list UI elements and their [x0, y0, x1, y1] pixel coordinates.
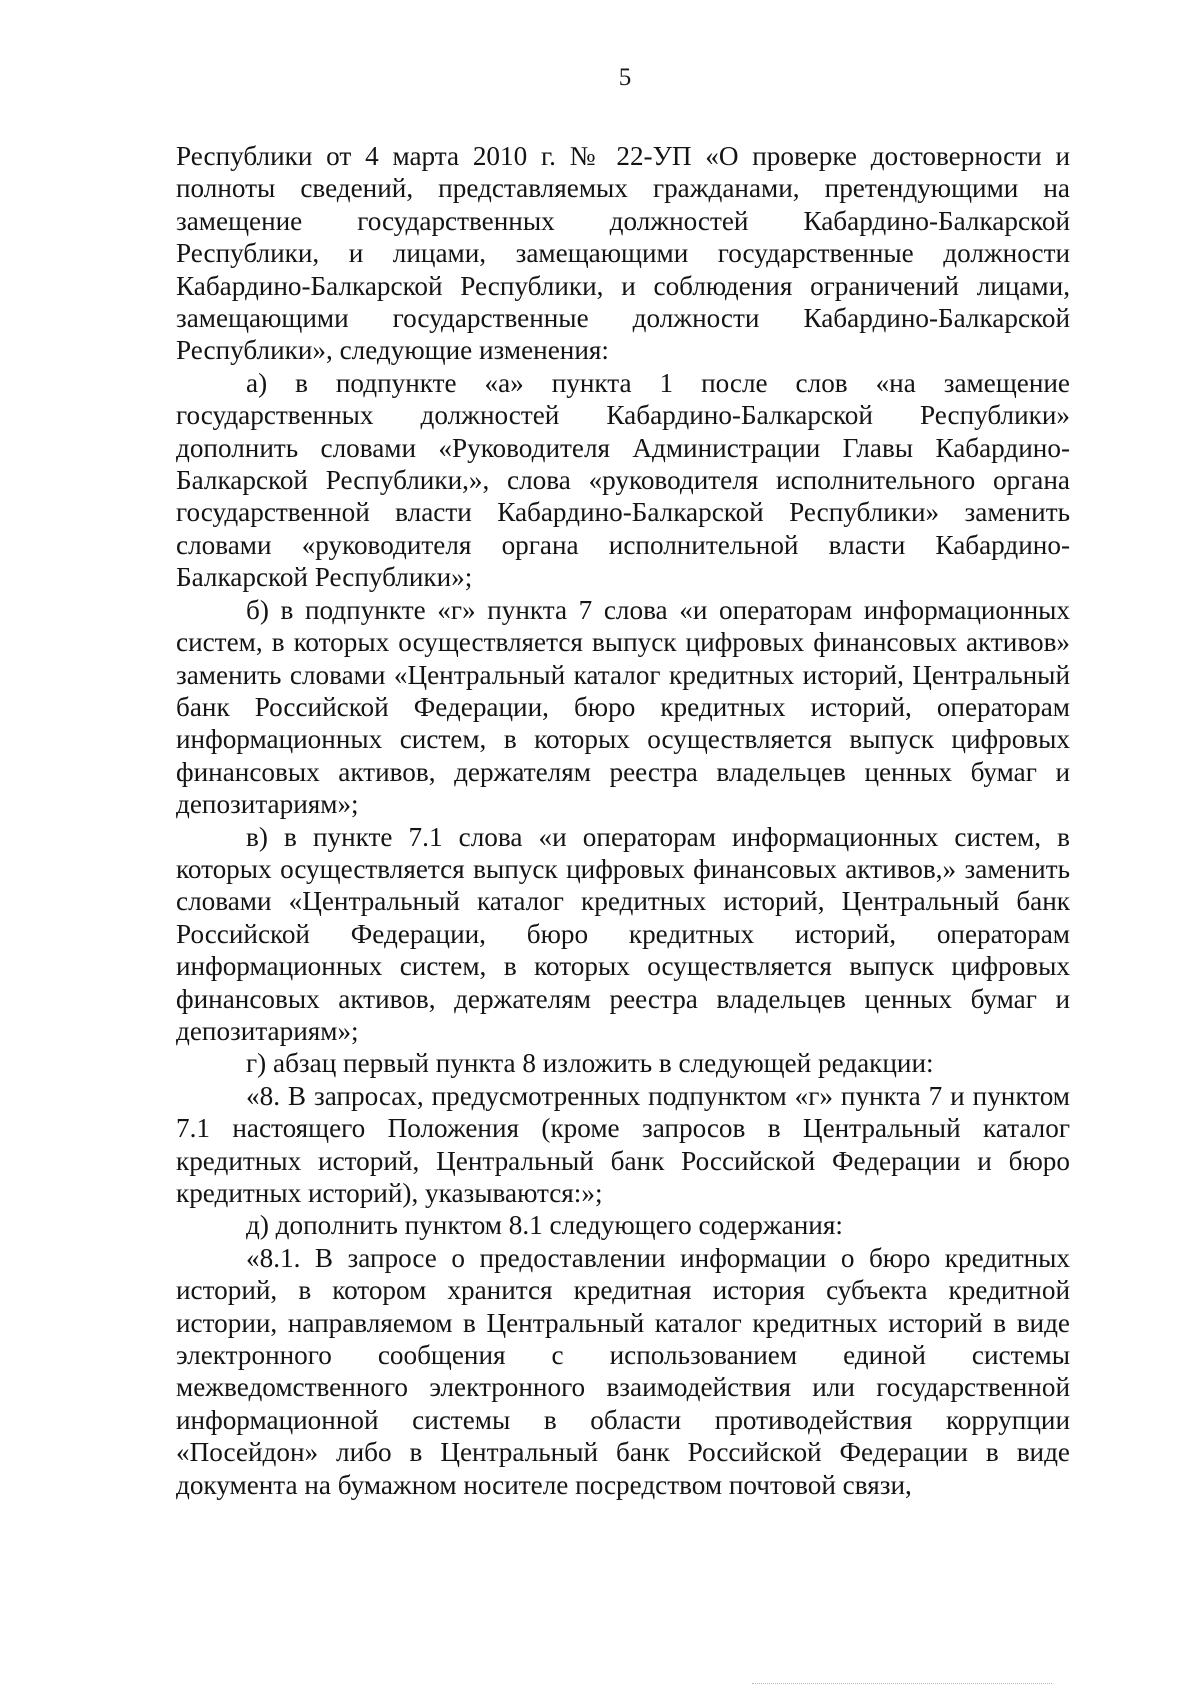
- paragraph-intro: Республики от 4 марта 2010 г. № 22-УП «О проверке достоверности и полноты сведений, представляемых гражданами, претендующими на замещение государственных должностей Кабардино-Балкарской Республики, и лицами, замещающими государственные должности Кабардино-Балкарской Республики, и соблюдения ограничений лицами, замещающими государственные должности Кабардино-Балкарской Республики», следующие изменения:: [176, 141, 1070, 366]
- document-body: [176, 140, 1070, 1501]
- page-number: 5: [618, 64, 632, 91]
- scan-artifact-line: [752, 1683, 1052, 1685]
- paragraph-clause-8-1: «8.1. В запросе о предоставлении информации о бюро кредитных историй, в котором хранится кредитная история субъекта кредитной истории, направляемом в Центральный каталог кредитных историй в виде электронного сообщения с использованием единой системы межведомственного электронного взаимодействия или государственной информационной системы в области противодействия коррупции «Посейдон» либо в Центральный банк Российской Федерации в виде документа на бумажном носителе посредством почтовой связи,: [176, 1242, 1070, 1500]
- paragraph-item-d: д) дополнить пунктом 8.1 следующего содержания:: [246, 1210, 843, 1241]
- paragraph-item-v: в) в пункте 7.1 слова «и операторам информационных систем, в которых осуществляется выпуск цифровых финансовых активов,» заменить словами «Центральный каталог кредитных историй, Центральный банк Российской Федерации, бюро кредитных историй, операторам информационных систем, в которых осуществляется выпуск цифровых финансовых активов, держателям реестра владельцев ценных бумаг и депозитариям»;: [176, 821, 1070, 1046]
- paragraph-item-a: а) в подпункте «а» пункта 1 после слов «на замещение государственных должностей Кабардино-Балкарской Республики» дополнить словами «Руководителя Администрации Главы Кабардино-Балкарской Республики,», слова «руководителя исполнительного органа государственной власти Кабардино-Балкарской Республики» заменить словами «руководителя органа исполнительной власти Кабардино-Балкарской Республики»;: [176, 367, 1070, 593]
- paragraph-item-g: г) абзац первый пункта 8 изложить в следующей редакции:: [246, 1048, 934, 1079]
- paragraph-clause-8: «8. В запросах, предусмотренных подпунктом «г» пункта 7 и пунктом 7.1 настоящего Положения (кроме запросов в Центральный каталог кредитных историй, Центральный банк Российской Федерации и бюро кредитных историй), указываются:»;: [176, 1080, 1070, 1208]
- paragraph-item-b: б) в подпункте «г» пункта 7 слова «и операторам информационных систем, в которых осуществляется выпуск цифровых финансовых активов» заменить словами «Центральный каталог кредитных историй, Центральный банк Российской Федерации, бюро кредитных историй, операторам информационных систем, в которых осуществляется выпуск цифровых финансовых активов, держателям реестра владельцев ценных бумаг и депозитариям»;: [176, 594, 1070, 820]
